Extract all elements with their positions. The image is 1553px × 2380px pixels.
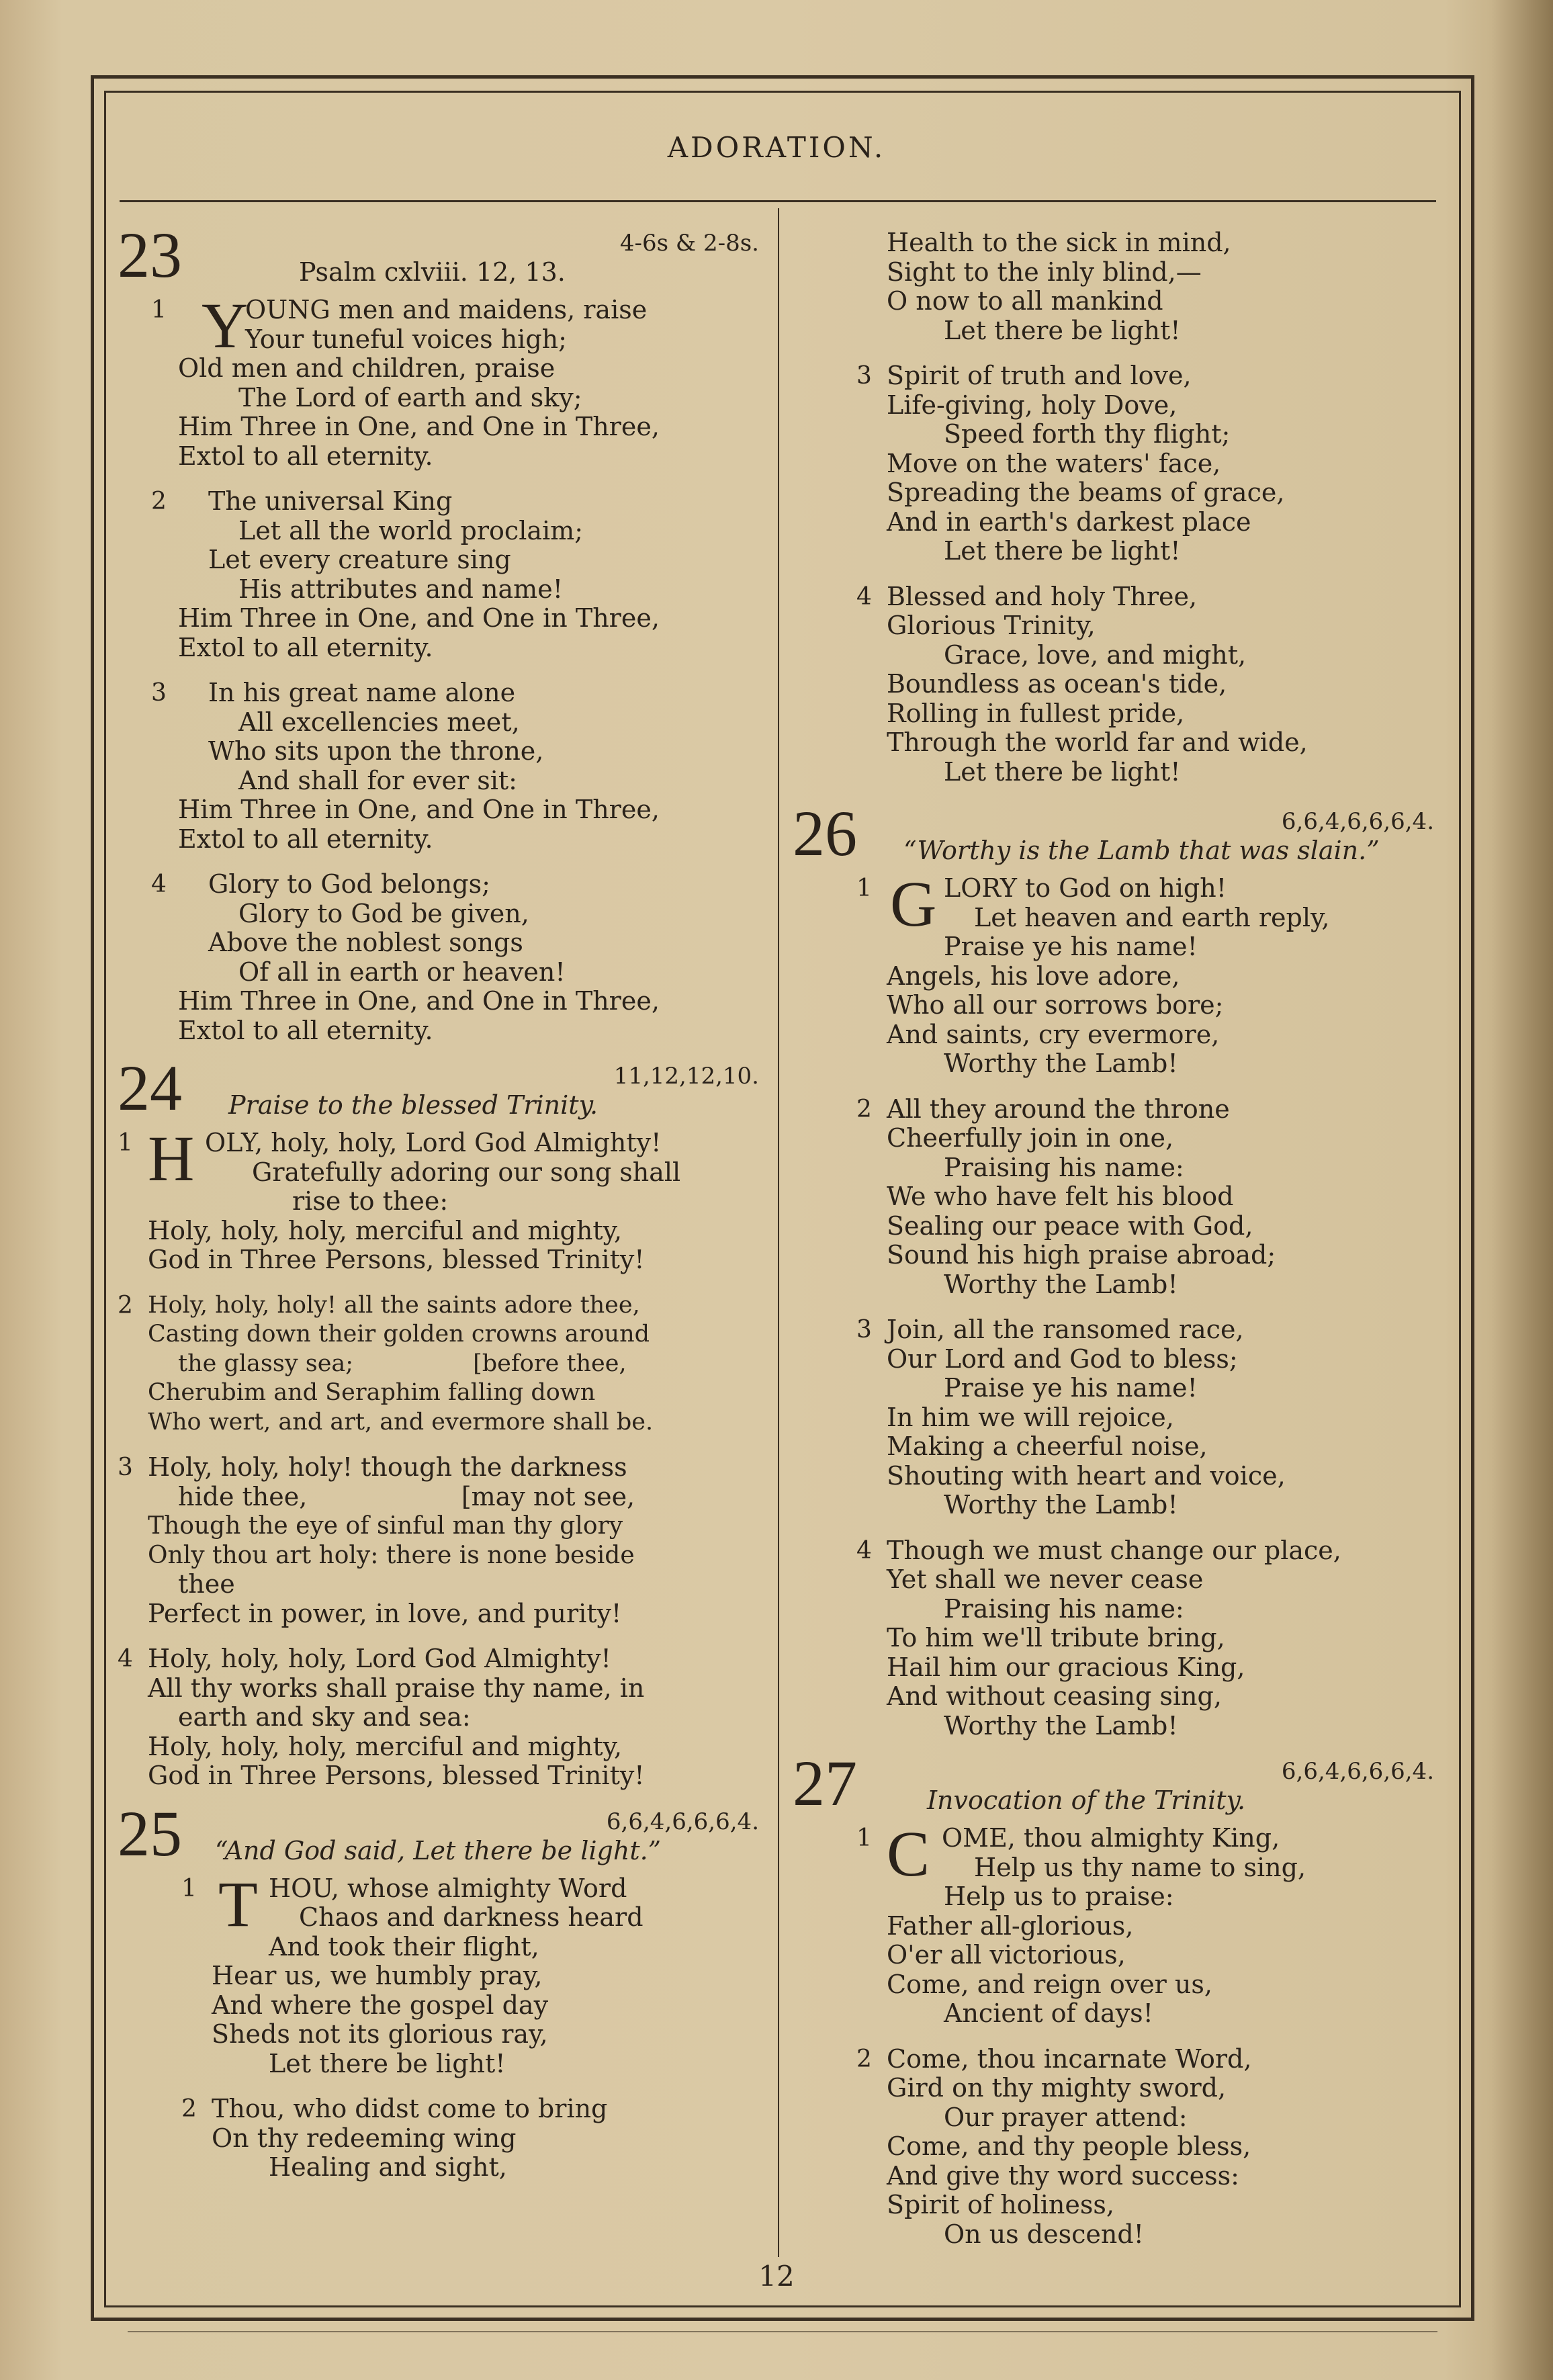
verse-line: Your tuneful voices high; [245,324,567,354]
verse-line: Perfect in power, in love, and purity! [148,1598,622,1628]
verse-line: Though the eye of sinful man thy glory [148,1512,623,1540]
verse-line: Glory to God be given, [238,898,529,928]
verse-line: Let there be light! [944,315,1181,345]
verse-number: 3 [856,1316,872,1343]
verse-line: Our prayer attend: [944,2102,1188,2132]
verse-line: Help us thy name to sing, [974,1852,1306,1882]
verse-line: On us descend! [944,2219,1144,2249]
verse-line: Let there be light! [269,2048,506,2078]
drop-cap: Y [202,290,249,361]
title-rule [120,200,1436,202]
verse-line: Him Three in One, and One in Three, [178,986,660,1016]
verse-line: Extol to all eternity. [178,632,433,662]
verse-line: In his great name alone [208,678,516,707]
hymn-26 [793,797,1434,1740]
verse-line: O'er all victorious, [887,1940,1126,1970]
verse-line: Let there be light! [944,756,1181,787]
column-divider [778,208,779,2257]
verse-number: 2 [151,488,167,515]
verse-line: Help us to praise: [944,1882,1174,1911]
verse-line: thee [178,1569,235,1599]
verse-line: Praising his name: [944,1152,1184,1182]
verse-line: And give thy word success: [887,2160,1239,2191]
verse-line: Ancient of days! [944,1998,1153,2028]
verse-number: 1 [118,1129,133,1157]
hymn-number: 23 [118,219,182,291]
verse-3 [118,678,759,854]
drop-cap: H [148,1122,195,1194]
verse-1 [118,1867,759,2079]
verse-line: The universal King [208,486,453,516]
hymn-meter: 6,6,4,6,6,6,4. [1281,1758,1434,1785]
hymn-27 [793,1747,1434,2249]
verse-line: O now to all mankind [887,286,1163,316]
verse-line: To him we'll tribute bring, [887,1623,1225,1652]
verse-line: Cheerfully join in one, [887,1123,1174,1153]
verse-line: OUNG men and maidens, raise [245,295,648,324]
verse-number: 4 [856,1536,872,1564]
verse-line: HOU, whose almighty Word [269,1873,627,1903]
verse-line: Extol to all eternity. [178,824,433,854]
verse-line: And without ceasing sing, [887,1681,1222,1711]
verse-line: Glory to God belongs; [208,869,490,899]
verse-line: Chaos and darkness heard [299,1902,644,1932]
verse-line: Spreading the beams of grace, [887,478,1285,507]
verse-line: Healing and sight, [269,2152,507,2182]
verse-line: And shall for ever sit: [238,765,517,795]
verse-line: Shouting with heart and voice, [887,1460,1286,1491]
verse-line: Holy, holy, holy! all the saints adore thee, [148,1291,640,1319]
verse-line: OME, thou almighty King, [942,1823,1280,1853]
verse-number: 3 [118,1454,133,1481]
verse-2 [118,1291,759,1438]
verse-line: Grace, love, and might, [944,640,1247,670]
verse-2 [793,1095,1434,1300]
frame-right-inner [1459,91,1461,2307]
verse-number: 2 [118,1291,133,1319]
verse-line: Health to the sick in mind, [887,228,1231,257]
verse-3 [793,361,1434,566]
verse-line: Spirit of truth and love, [887,361,1192,390]
hymn-meter: 11,12,12,10. [613,1063,759,1090]
verse-number: 1 [181,1874,197,1902]
hymn-subtitle: Praise to the blessed Trinity. [228,1090,598,1120]
frame-bottom-outer [91,2318,1474,2321]
verse-line: OLY, holy, holy, Lord God Almighty! [205,1128,662,1157]
verse-4 [118,870,759,1045]
verse-line: The Lord of earth and sky; [238,382,582,412]
verse-number: 2 [181,2095,197,2123]
verse-line: Glorious Trinity, [887,611,1096,640]
verse-line: hide thee, [may not see, [178,1481,635,1511]
hymn-header [793,797,1434,874]
verse-1 [793,868,1434,1079]
verse-line: Worthy the Lamb! [944,1049,1178,1078]
verse-line: earth and sky and sea: [178,1702,471,1732]
verse-line: Yet shall we never cease [887,1564,1204,1594]
verse-line: Hear us, we humbly pray, [212,1961,543,1990]
verse-line: Let every creature sing [208,545,511,574]
verse-line: Father all-glorious, [887,1910,1134,1941]
hymn-subtitle: “Worthy is the Lamb that was slain.” [903,836,1380,865]
verse-line: Spirit of holiness, [887,2190,1114,2219]
drop-cap: C [887,1818,930,1890]
verse-line: Cherubim and Seraphim falling down [148,1379,596,1406]
verse-line: Above the noblest songs [208,928,523,957]
verse-line: Holy, holy, holy! though the darkness [148,1452,627,1482]
page-number: 12 [758,2260,795,2293]
verse-line: All excellencies meet, [238,707,520,737]
verse-line: Of all in earth or heaven! [238,957,566,987]
verse-line: Worthy the Lamb! [944,1269,1178,1299]
verse-line: Through the world far and wide, [887,728,1308,757]
verse-number: 2 [856,1095,872,1123]
hymn-header [118,1797,759,1874]
verse-line: Come, and thy people bless, [887,2131,1251,2161]
verse-line: Speed forth thy flight; [944,419,1231,449]
verse-line: Boundless as ocean's tide, [887,669,1227,699]
hymn-header [118,219,759,296]
frame-bottom-inner [104,2305,1461,2307]
verse-line: Sealing our peace with God, [887,1210,1253,1241]
verse-line: All thy works shall praise thy name, in [148,1673,645,1703]
verse-number: 4 [151,871,167,898]
hymn-subtitle: “And God said, Let there be light.” [215,1835,662,1865]
verse-line: Let heaven and earth reply, [974,902,1330,932]
verse-line: Rolling in fullest pride, [887,698,1185,728]
hymn-number: 26 [793,797,857,869]
hymn-header [118,1052,759,1129]
verse-line: Old men and children, praise [178,353,556,383]
verse-line: rise to thee: [292,1186,449,1216]
verse-number: 3 [856,362,872,390]
verse-line: Praise ye his name! [944,932,1198,961]
verse-line: Who wert, and art, and evermore shall be. [148,1408,654,1436]
verse-line: And saints, cry evermore, [887,1019,1220,1049]
column-right [793,228,1434,2265]
verse-line: God in Three Persons, blessed Trinity! [148,1245,645,1274]
verse-3 [118,1453,759,1628]
verse-line: All they around the throne [887,1094,1230,1124]
drop-cap: T [218,1867,258,1940]
verse-3 [793,1315,1434,1520]
verse-line: Come, thou incarnate Word, [887,2043,1252,2074]
hymn-25-verse-2-continued [793,228,1434,345]
frame-right-outer [1471,75,1474,2319]
hymn-23 [118,219,759,1045]
verse-line: Gird on thy mighty sword, [887,2073,1227,2103]
drop-cap: G [890,868,937,940]
verse-line: Extol to all eternity. [178,1015,433,1045]
verse-line: Worthy the Lamb! [944,1490,1178,1519]
verse-line: And where the gospel day [212,1990,549,2020]
verse-line: Holy, holy, holy, merciful and mighty, [148,1215,623,1245]
hymn-25 [118,1797,759,2183]
verse-line: And took their flight, [269,1931,539,1962]
hymn-24 [118,1052,759,1791]
verse-line: the glassy sea; [before thee, [178,1350,627,1377]
verse-4 [793,582,1434,787]
verse-line: Holy, holy, holy, merciful and mighty, [148,1731,623,1761]
verse-line: Life-giving, holy Dove, [887,390,1178,420]
verse-line: Him Three in One, and One in Three, [178,412,660,441]
verse-line: On thy redeeming wing [212,2123,517,2153]
verse-line: Blessed and holy Three, [887,581,1198,611]
verse-line: Who sits upon the throne, [208,736,544,766]
verse-line: Let there be light! [944,536,1181,566]
verse-line: Extol to all eternity. [178,441,433,471]
frame-top-inner [104,91,1461,93]
verse-number: 3 [151,679,167,707]
verse-line: Thou, who didst come to bring [212,2094,608,2123]
verse-line: Angels, his love adore, [887,961,1180,991]
verse-line: Him Three in One, and One in Three, [178,795,660,824]
verse-line: And in earth's darkest place [887,506,1251,537]
verse-4 [793,1536,1434,1741]
verse-line: LORY to God on high! [944,873,1227,903]
verse-line: His attributes and name! [238,574,563,604]
hymn-meter: 6,6,4,6,6,6,4. [606,1808,759,1835]
verse-number: 1 [856,875,872,902]
hymn-number: 24 [118,1052,182,1124]
verse-4 [118,1644,759,1791]
hymn-meter: 6,6,4,6,6,6,4. [1281,808,1434,835]
frame-left-inner [104,91,106,2307]
frame-top-outer [91,75,1474,79]
verse-number: 1 [151,296,167,324]
verse-line: Praise ye his name! [944,1373,1198,1403]
verse-line: Our Lord and God to bless; [887,1343,1238,1374]
verse-line: Gratefully adoring our song shall [252,1157,681,1187]
verse-line: Though we must change our place, [887,1535,1341,1565]
verse-number: 2 [856,2045,872,2073]
verse-line: Come, and reign over us, [887,1969,1212,1999]
verse-line: Only thou art holy: there is none beside [148,1541,635,1569]
hymn-meter: 4-6s & 2-8s. [619,230,759,257]
hymn-subtitle: Invocation of the Trinity. [927,1786,1246,1815]
verse-line: In him we will rejoice, [887,1402,1174,1432]
column-left [118,219,759,2199]
verse-1 [118,1122,759,1275]
verse-line: Hail him our gracious King, [887,1652,1245,1682]
verse-line: Join, all the ransomed race, [887,1315,1244,1344]
hymn-number: 25 [118,1797,182,1869]
verse-line: We who have felt his blood [887,1182,1234,1211]
frame-left-outer [91,75,94,2319]
verse-line: Sight to the inly blind,— [887,257,1202,287]
verse-line: God in Three Persons, blessed Trinity! [148,1761,645,1790]
page-title: ADORATION. [667,131,886,164]
verse-2 [793,2045,1434,2250]
verse-number: 4 [118,1645,133,1673]
verse-line: Praising his name: [944,1593,1184,1624]
verse-line: Making a cheerful noise, [887,1431,1208,1461]
verse-number: 1 [856,1824,872,1852]
verse-line: Let all the world proclaim; [238,515,583,545]
hymn-header [793,1747,1434,1824]
verse-number: 4 [856,582,872,611]
verse-2 [118,487,759,662]
verse-line: Worthy the Lamb! [944,1710,1178,1740]
hymn-subtitle: Psalm cxlviii. 12, 13. [299,257,566,287]
frame-bottom-dashes [128,2331,1437,2332]
verse-line: Holy, holy, holy, Lord God Almighty! [148,1644,611,1673]
verse-2 [118,2095,759,2183]
verse-line: Move on the waters' face, [887,448,1221,478]
verse-1 [793,1818,1434,2029]
verse-1 [118,290,759,471]
verse-line: Sound his high praise abroad; [887,1240,1276,1270]
verse-line: Who all our sorrows bore; [887,990,1224,1020]
hymn-number: 27 [793,1747,857,1819]
verse-line: Him Three in One, and One in Three, [178,603,660,633]
verse-line: Sheds not its glorious ray, [212,2019,548,2049]
verse-line: Casting down their golden crowns around [148,1321,650,1348]
